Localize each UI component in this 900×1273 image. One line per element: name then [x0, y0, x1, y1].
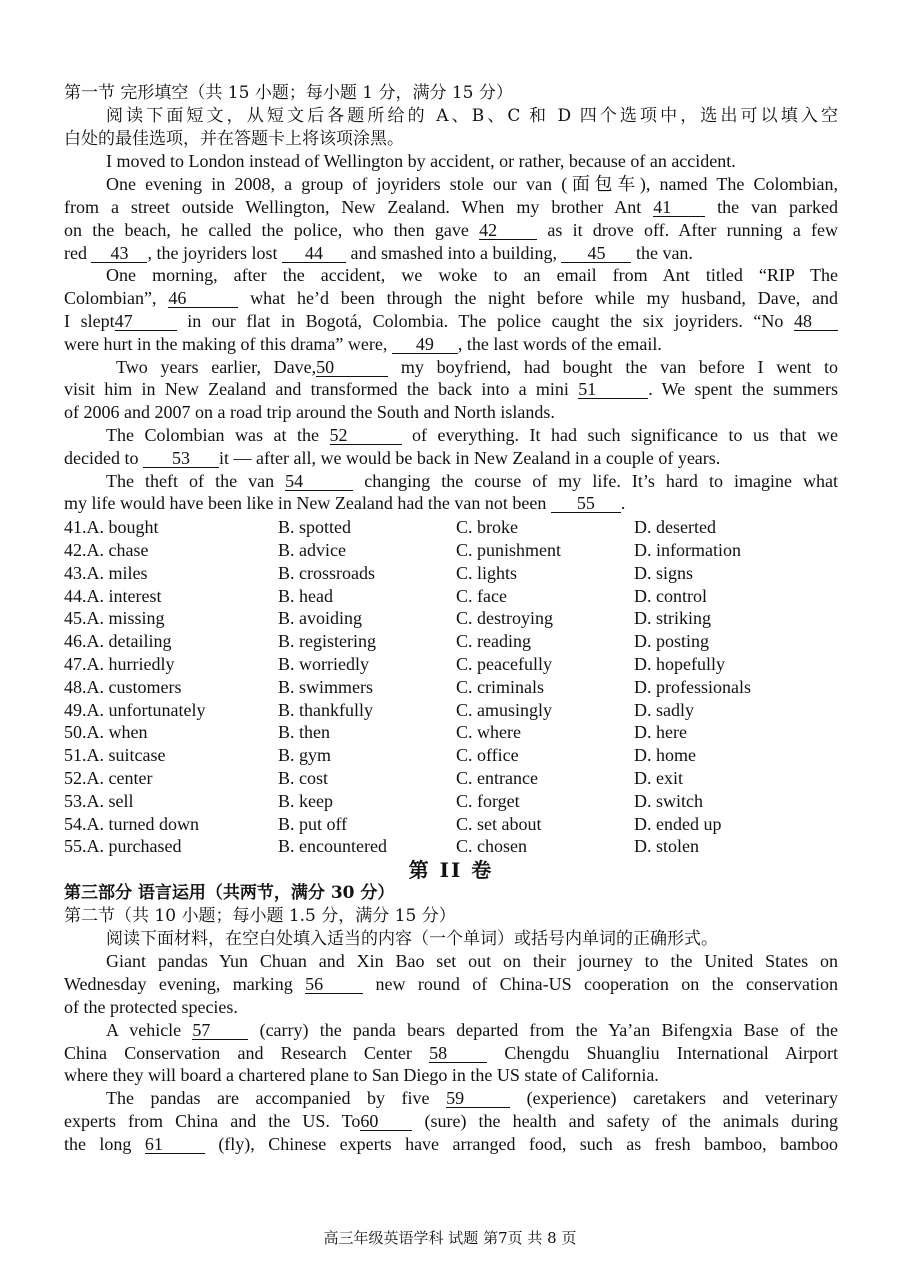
option-row: [64, 699, 838, 722]
passage-line: The pandas are accompanied by five 59 (experience) caretakers and veterinary: [106, 1088, 839, 1109]
option-d: D. sadly: [634, 699, 694, 720]
option-d: D. deserted: [634, 517, 716, 538]
blank-55[interactable]: 55: [551, 494, 621, 513]
option-c: C. reading: [456, 631, 531, 652]
volume-title: 第 II 卷: [408, 858, 494, 883]
blank-52[interactable]: 52: [330, 426, 402, 445]
option-d: D. switch: [634, 790, 703, 811]
passage-line: A vehicle 57 (carry) the panda bears departed from the Ya’an Bifengxia Base of the: [106, 1019, 839, 1040]
option-b: B. cost: [278, 767, 329, 788]
option-c: C. entrance: [456, 767, 538, 788]
passage-line: I moved to London instead of Wellington by accident, or rather, because of an accident.: [106, 151, 736, 172]
passage-line: where they will board a chartered plane to San Diego in the US state of California.: [64, 1065, 659, 1086]
option-c: C. set about: [456, 813, 542, 834]
passage-line: my life would have been like in New Zealand had the van not been 55 .: [64, 493, 626, 514]
blank-61[interactable]: 61: [145, 1135, 205, 1154]
option-d: D. signs: [634, 562, 694, 583]
option-d: D. striking: [634, 608, 712, 629]
option-a: 46.A. detailing: [64, 631, 172, 652]
option-row: [64, 790, 838, 813]
option-a: 53.A. sell: [64, 790, 134, 811]
option-c: C. destroying: [456, 608, 553, 629]
option-row: [64, 516, 838, 539]
option-b: B. avoiding: [278, 608, 362, 629]
section1-heading: 第一节 完形填空（共 15 小题；每小题 1 分，满分 15 分）: [64, 83, 513, 103]
section2-heading: 第二节（共 10 小题；每小题 1.5 分，满分 15 分）: [64, 905, 456, 926]
option-c: C. broke: [456, 517, 518, 538]
section1-instruction-line2: 白处的最佳选项，并在答题卡上将该项涂黑。: [64, 128, 404, 149]
option-row: [64, 721, 838, 744]
option-row: [64, 813, 838, 836]
option-b: B. crossroads: [278, 562, 375, 583]
passage-line: The Colombian was at the 52 of everything. It had such significance to us that we: [106, 424, 838, 445]
section2-instruction: 阅读下面材料，在空白处填入适当的内容（一个单词）或括号内单词的正确形式。: [106, 928, 718, 949]
option-c: C. punishment: [456, 539, 562, 560]
option-a: 47.A. hurriedly: [64, 653, 175, 674]
option-row: [64, 539, 838, 562]
option-b: B. thankfully: [278, 699, 373, 720]
passage-line: were hurt in the making of this drama” were, 49 , the last words of the email.: [64, 333, 662, 354]
option-c: C. where: [456, 722, 521, 743]
blank-46[interactable]: 46: [168, 289, 238, 308]
blank-47[interactable]: 47: [115, 312, 177, 331]
passage-line: of the protected species.: [64, 997, 238, 1018]
option-d: D. hopefully: [634, 653, 725, 674]
blank-48[interactable]: 48: [794, 312, 838, 331]
option-d: D. exit: [634, 767, 683, 788]
option-b: B. keep: [278, 790, 333, 811]
option-c: C. chosen: [456, 836, 527, 857]
passage-line: visit him in New Zealand and transformed the back into a mini 51 . We spent the summers: [64, 379, 838, 400]
option-row: [64, 835, 838, 858]
option-a: 54.A. turned down: [64, 813, 199, 834]
option-a: 51.A. suitcase: [64, 745, 166, 766]
blank-54[interactable]: 54: [285, 472, 353, 491]
option-b: B. then: [278, 722, 330, 743]
option-row: [64, 676, 838, 699]
option-c: C. lights: [456, 562, 518, 583]
blank-56[interactable]: 56: [305, 975, 363, 994]
option-d: D. professionals: [634, 676, 751, 697]
option-a: 50.A. when: [64, 722, 148, 743]
option-c: C. amusingly: [456, 699, 553, 720]
option-b: B. swimmers: [278, 676, 374, 697]
option-a: 55.A. purchased: [64, 836, 182, 857]
blank-43[interactable]: 43: [91, 244, 147, 263]
option-b: B. advice: [278, 539, 346, 560]
blank-50[interactable]: 50: [316, 358, 388, 377]
passage-line: Giant pandas Yun Chuan and Xin Bao set out on their journey to the United States on: [106, 951, 838, 972]
answer-options: [64, 516, 838, 858]
passage-line: on the beach, he called the police, who then gave 42 as it drove off. After running a few: [64, 219, 839, 240]
option-b: B. registering: [278, 631, 376, 652]
option-b: B. encountered: [278, 836, 387, 857]
option-a: 41.A. bought: [64, 517, 159, 538]
passage-line: Colombian”, 46 what he’d been through the night before while my husband, Dave, and: [64, 288, 839, 309]
passage-line: red 43 , the joyriders lost 44 and smashed into a building, 45 the van.: [64, 242, 693, 263]
page-footer: 高三年级英语学科 试题 第7页 共 8 页: [323, 1229, 577, 1247]
option-a: 43.A. miles: [64, 562, 148, 583]
option-a: 42.A. chase: [64, 539, 149, 560]
passage-line: Two years earlier, Dave,50 my boyfriend, had bought the van before I went to: [116, 356, 839, 377]
section1-instruction-line1: 阅读下面短文，从短文后各题所给的 A、B、C 和 D 四个选项中，选出可以填入空: [106, 105, 838, 126]
blank-60[interactable]: 60: [360, 1112, 412, 1131]
passage-line: China Conservation and Research Center 58 Chengdu Shuangliu International Airport: [64, 1042, 839, 1063]
option-c: C. face: [456, 585, 507, 606]
blank-57[interactable]: 57: [192, 1021, 248, 1040]
passage-line: Wednesday evening, marking 56 new round of China-US cooperation on the conservation: [64, 974, 838, 995]
passage-line: One morning, after the accident, we woke to an email from Ant titled “RIP The: [106, 265, 838, 286]
passage-line: I slept47 in our flat in Bogotá, Colombia. The police caught the six joyriders. “No 48: [64, 310, 838, 333]
passage-line: of 2006 and 2007 on a road trip around the South and North islands.: [64, 402, 555, 423]
option-d: D. stolen: [634, 836, 699, 857]
cloze-passage: [64, 150, 838, 515]
blank-51[interactable]: 51: [578, 380, 648, 399]
passage-line: experts from China and the US. To60 (sure) the health and safety of the animals during: [64, 1111, 839, 1132]
option-a: 52.A. center: [64, 767, 153, 788]
blank-49[interactable]: 49: [392, 335, 458, 354]
option-a: 48.A. customers: [64, 676, 182, 697]
option-c: C. forget: [456, 790, 520, 811]
blank-42[interactable]: 42: [479, 221, 537, 240]
option-b: B. worriedly: [278, 653, 369, 674]
option-a: 44.A. interest: [64, 585, 162, 606]
option-row: [64, 630, 838, 653]
option-d: D. ended up: [634, 813, 722, 834]
option-c: C. peacefully: [456, 653, 552, 674]
option-d: D. control: [634, 585, 707, 606]
part3-heading: 第三部分 语言运用（共两节，满分 30 分）: [64, 883, 395, 904]
blank-58[interactable]: 58: [429, 1044, 487, 1063]
blank-41[interactable]: 41: [653, 198, 705, 217]
option-row: [64, 585, 838, 608]
option-d: D. posting: [634, 631, 710, 652]
option-b: B. head: [278, 585, 333, 606]
option-row: [64, 562, 838, 585]
passage-line: The theft of the van 54 changing the course of my life. It’s hard to imagine what: [106, 470, 838, 491]
blank-59[interactable]: 59: [446, 1089, 510, 1108]
option-a: 49.A. unfortunately: [64, 699, 206, 720]
option-d: D. information: [634, 539, 741, 560]
passage-line: the long 61 (fly), Chinese experts have arranged food, such as fresh bamboo, bamboo: [64, 1133, 838, 1154]
option-d: D. home: [634, 745, 696, 766]
option-d: D. here: [634, 722, 687, 743]
passage-line: decided to 53 it — after all, we would be back in New Zealand in a couple of years.: [64, 447, 721, 468]
option-a: 45.A. missing: [64, 608, 165, 629]
option-c: C. office: [456, 745, 519, 766]
blank-44[interactable]: 44: [282, 244, 346, 263]
grammar-passage: [64, 950, 838, 1155]
passage-line: One evening in 2008, a group of joyriders stole our van (面包车), named The Colombian,: [106, 174, 838, 195]
option-c: C. criminals: [456, 676, 544, 697]
option-b: B. spotted: [278, 517, 352, 538]
passage-line: from a street outside Wellington, New Zealand. When my brother Ant 41 the van parked: [64, 196, 839, 217]
option-row: [64, 653, 838, 676]
option-row: [64, 744, 838, 767]
blank-45[interactable]: 45: [561, 244, 631, 263]
option-row: [64, 607, 838, 630]
option-row: [64, 767, 838, 790]
blank-53[interactable]: 53: [143, 449, 219, 468]
option-b: B. put off: [278, 813, 348, 834]
option-b: B. gym: [278, 745, 332, 766]
